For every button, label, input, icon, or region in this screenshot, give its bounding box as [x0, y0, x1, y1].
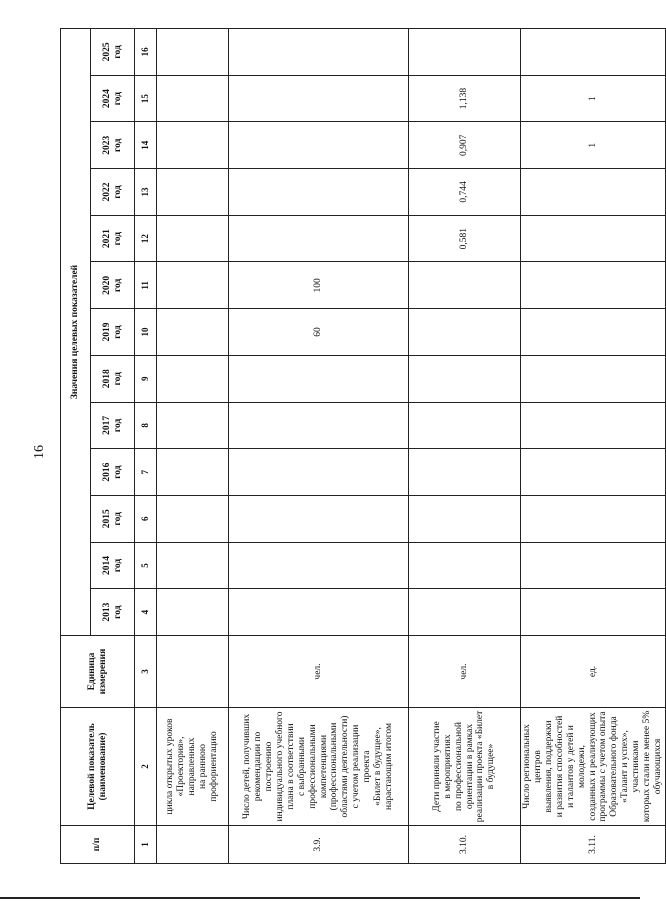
- value-cell: 1: [521, 122, 666, 169]
- rotated-table-container: [60, 28, 664, 864]
- value-cell: [229, 402, 409, 449]
- value-cell: [157, 355, 229, 402]
- column-number: 2: [135, 708, 157, 826]
- value-cell: [521, 309, 666, 356]
- value-cell: [409, 542, 521, 589]
- unit-cell: чел.: [409, 636, 521, 708]
- header-year: 2024 год: [91, 75, 135, 122]
- column-number: 13: [135, 169, 157, 216]
- value-cell: [157, 262, 229, 309]
- value-cell: [229, 355, 409, 402]
- header-year: 2015 год: [91, 495, 135, 542]
- column-number: 3: [135, 636, 157, 708]
- header-year: 2016 год: [91, 449, 135, 496]
- indicator-name-cell: цикла открытых уроков «Проектория», направленных на раннюю профориентацию: [157, 708, 229, 826]
- column-number: 12: [135, 215, 157, 262]
- column-number: 14: [135, 122, 157, 169]
- header-values: Значения целевых показателей: [61, 29, 91, 636]
- column-number: 16: [135, 29, 157, 76]
- value-cell: [229, 29, 409, 76]
- column-number: 11: [135, 262, 157, 309]
- column-number: 9: [135, 355, 157, 402]
- indicator-name-cell: Дети приняли участие в мероприятиях по профессиональной ориентации в рамках реализации проекта «Билет в будущее»: [409, 708, 521, 826]
- column-number: 7: [135, 449, 157, 496]
- value-cell: [521, 449, 666, 496]
- header-year: 2022 год: [91, 169, 135, 216]
- value-cell: [229, 542, 409, 589]
- header-year: 2014 год: [91, 542, 135, 589]
- column-number: 4: [135, 589, 157, 636]
- value-cell: [229, 449, 409, 496]
- value-cell: [521, 262, 666, 309]
- value-cell: [157, 589, 229, 636]
- row-number-cell: 3.11.: [521, 826, 666, 864]
- value-cell: [229, 589, 409, 636]
- value-cell: [157, 122, 229, 169]
- value-cell: 1: [521, 75, 666, 122]
- value-cell: [409, 262, 521, 309]
- value-cell: [521, 542, 666, 589]
- header-year: 2018 год: [91, 355, 135, 402]
- header-indicator: Целевой показатель (наименование): [61, 708, 135, 826]
- header-year: 2020 год: [91, 262, 135, 309]
- row-number-cell: 3.10.: [409, 826, 521, 864]
- value-cell: [157, 402, 229, 449]
- header-year: 2017 год: [91, 402, 135, 449]
- table-row: [157, 29, 229, 864]
- header-year: 2025 год: [91, 29, 135, 76]
- value-cell: [157, 75, 229, 122]
- value-cell: 0,907: [409, 122, 521, 169]
- table-row: [521, 29, 666, 864]
- value-cell: [229, 215, 409, 262]
- indicator-name-cell: Число региональных центров выявления, поддержки и развития способностей и талантов у детей и молодежи, созданных и реализующих программы с учетом опыта Образовательного фонда «Талант и успех», участниками которых стали не менее 5% обучающихся: [521, 708, 666, 826]
- value-cell: [521, 215, 666, 262]
- value-cell: [229, 75, 409, 122]
- value-cell: [409, 355, 521, 402]
- value-cell: [409, 29, 521, 76]
- value-cell: [157, 29, 229, 76]
- value-cell: [229, 495, 409, 542]
- header-year: 2021 год: [91, 215, 135, 262]
- value-cell: [157, 495, 229, 542]
- page-number: 16: [32, 445, 47, 459]
- unit-cell: [157, 636, 229, 708]
- value-cell: 0,581: [409, 215, 521, 262]
- value-cell: [521, 29, 666, 76]
- row-number-cell: [157, 826, 229, 864]
- indicators-table: [60, 28, 666, 864]
- value-cell: [409, 309, 521, 356]
- unit-cell: ед.: [521, 636, 666, 708]
- unit-cell: чел.: [229, 636, 409, 708]
- value-cell: [409, 495, 521, 542]
- value-cell: [521, 169, 666, 216]
- value-cell: [409, 449, 521, 496]
- value-cell: [157, 449, 229, 496]
- header-number: п/п: [61, 826, 135, 864]
- value-cell: 60: [229, 309, 409, 356]
- column-number: 6: [135, 495, 157, 542]
- value-cell: [157, 169, 229, 216]
- indicator-name-cell: Число детей, получивших рекомендации по построению индивидуального учебного плана в соответствии с выбранными профессиональными компетенциями (профессиональными областями деятельности) с учетом реализации проекта «Билет в будущее», нарастающим итогом: [229, 708, 409, 826]
- table-row: [229, 29, 409, 864]
- bottom-rule: [0, 897, 640, 899]
- value-cell: [521, 495, 666, 542]
- column-number: 10: [135, 309, 157, 356]
- value-cell: [409, 589, 521, 636]
- table-row: [409, 29, 521, 864]
- value-cell: [521, 402, 666, 449]
- value-cell: 100: [229, 262, 409, 309]
- column-number: 5: [135, 542, 157, 589]
- value-cell: 0,744: [409, 169, 521, 216]
- column-number: 8: [135, 402, 157, 449]
- header-year: 2019 год: [91, 309, 135, 356]
- value-cell: [521, 589, 666, 636]
- header-year: 2023 год: [91, 122, 135, 169]
- value-cell: [409, 402, 521, 449]
- column-number: 1: [135, 826, 157, 864]
- value-cell: [229, 122, 409, 169]
- value-cell: [521, 355, 666, 402]
- header-unit: Единица измерения: [61, 636, 135, 708]
- value-cell: [229, 169, 409, 216]
- column-number: 15: [135, 75, 157, 122]
- value-cell: 1,138: [409, 75, 521, 122]
- value-cell: [157, 215, 229, 262]
- header-year: 2013 год: [91, 589, 135, 636]
- row-number-cell: 3.9.: [229, 826, 409, 864]
- value-cell: [157, 309, 229, 356]
- value-cell: [157, 542, 229, 589]
